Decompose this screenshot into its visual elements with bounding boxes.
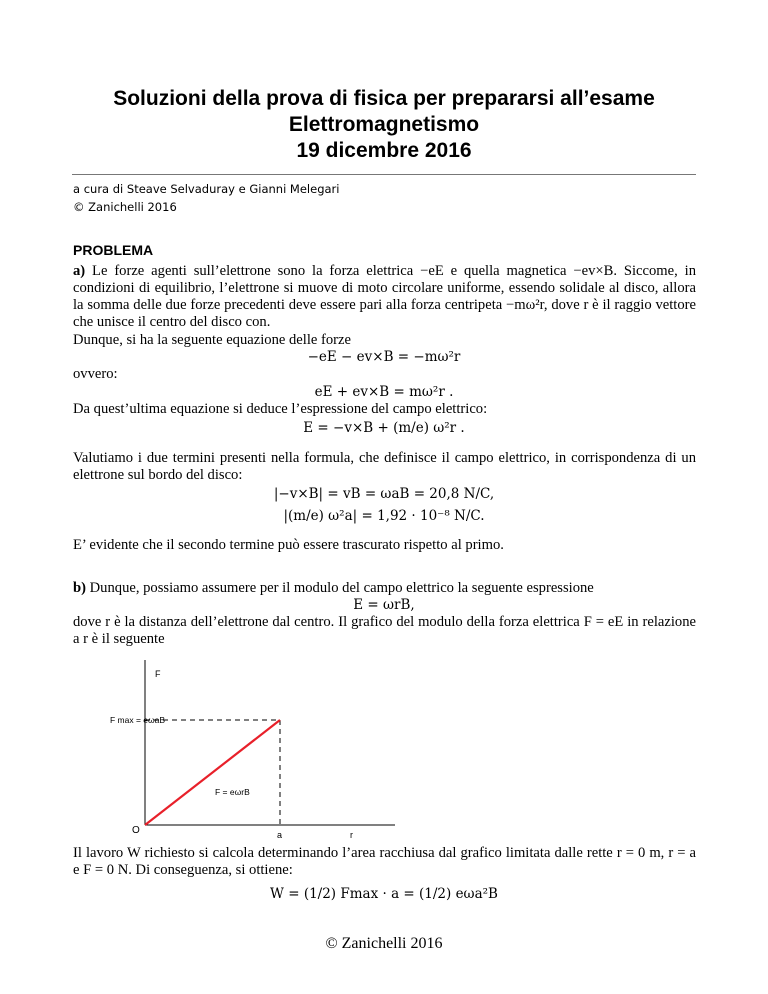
section-title: PROBLEMA: [73, 242, 154, 258]
equation-magnetic-term: |−v×B| = vB = ωaB = 20,8 N/C,: [273, 486, 495, 502]
part-a-label: a): [73, 263, 86, 279]
title-line-1: Soluzioni della prova di fisica per prepararsi all’esame: [113, 87, 655, 110]
line-label: F = eωrB: [215, 787, 250, 797]
credits: [73, 180, 339, 216]
title-line-3: 19 dicembre 2016: [296, 139, 472, 162]
part-b-paragraph-1: [73, 580, 696, 597]
x-axis-label: r: [350, 830, 353, 840]
credit-authors: a cura di Steave Selvaduray e Gianni Melegari: [73, 182, 340, 196]
force-graph: [110, 655, 400, 840]
part-a-paragraph-5: Valutiamo i due termini presenti nella formula, che definisce il campo elettrico, in corrispondenza di un elettrone sul bordo del disco:: [73, 450, 696, 483]
credit-copyright: © Zanichelli 2016: [73, 200, 177, 214]
part-b-paragraph-2: dove r è la distanza dell’elettrone dal centro. Il grafico del modulo della forza elettrica F = eE in relazione a r è il seguente: [73, 614, 696, 647]
page-title: [0, 86, 768, 164]
part-b-text-1: Dunque, possiamo assumere per il modulo del campo elettrico la seguente espressione: [85, 580, 594, 596]
equation-centripetal-term: |(m/e) ω²a| = 1,92 · 10⁻⁸ N/C.: [283, 508, 485, 524]
part-a-paragraph-3: ovvero:: [73, 366, 118, 382]
part-b-paragraph-3: Il lavoro W richiesto si calcola determinando l’area racchiusa dal grafico limitata dalle rette r = 0 m, r = a e F = 0 N. Di conseguenza, si ottiene:: [73, 845, 696, 878]
x-tick-label: a: [277, 830, 283, 840]
equation-electric-field: E = −v×B + (m/e) ω²r .: [303, 420, 465, 436]
y-axis-label: F: [155, 669, 161, 679]
equation-forces-rewritten: eE + ev×B = mω²r .: [314, 384, 454, 400]
part-a-paragraph-1: [73, 263, 696, 331]
part-b-label: b): [73, 580, 86, 596]
fmax-label: F max = eωaB: [110, 715, 166, 725]
title-line-2: Elettromagnetismo: [288, 113, 480, 136]
equation-forces: −eE − ev×B = −mω²r: [307, 349, 461, 365]
origin-label: O: [132, 825, 140, 836]
part-a-text-1: Le forze agenti sull’elettrone sono la forza elettrica −eE e quella magnetica −ev×B. Siccome, in condizioni di equilibrio, l’elettrone si muove di moto circolare uniforme, essendo solidale al disco, allora la somma delle due forze precedenti deve essere pari alla forza centripeta −mω²r, dove r è il raggio vettore che unisce il centro del disco con.: [73, 263, 696, 330]
part-a-paragraph-6: E’ evidente che il secondo termine può essere trascurato rispetto al primo.: [73, 537, 504, 553]
force-line: [145, 720, 280, 825]
page-footer: © Zanichelli 2016: [325, 935, 443, 952]
part-a-paragraph-2: Dunque, si ha la seguente equazione delle forze: [73, 332, 351, 348]
part-a-paragraph-4: Da quest’ultima equazione si deduce l’espressione del campo elettrico:: [73, 401, 488, 417]
equation-work: W = (1/2) Fmax · a = (1/2) eωa²B: [270, 886, 498, 902]
header-divider: [72, 174, 696, 175]
equation-field-modulus: E = ωrB,: [353, 597, 415, 613]
